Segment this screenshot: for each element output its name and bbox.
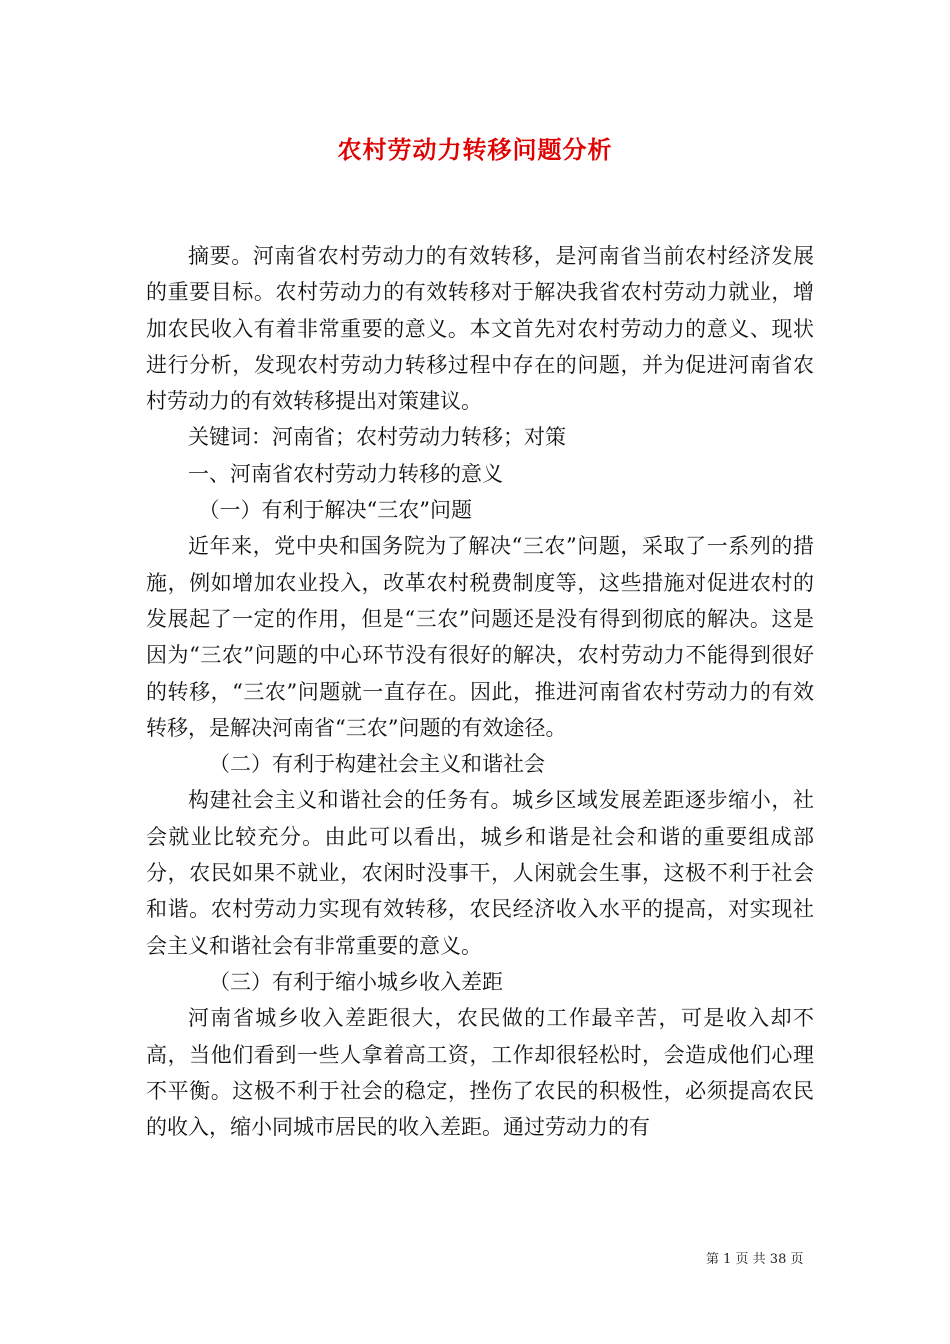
section-heading-1: 一、河南省农村劳动力转移的意义 [188,461,503,486]
document-title: 农村劳动力转移问题分析 [337,135,613,164]
keywords-line: 关键词：河南省；农村劳动力转移；对策 [188,425,566,450]
page-number-footer: 第 1 页 共 38 页 [706,1252,804,1267]
body-paragraph-1: 近年来，党中央和国务院为了解决“三农”问题，采取了一系列的措施，例如增加农业投入，改革农村税费制度等，这些措施对促进农村的发展起了一定的作用，但是“三农”问题还是没有得到彻底的解决。这是因为“三农”问题的中心环节没有很好的解决，农村劳动力不能得到很好的转移，“三农”问题就一直存在。因此，推进河南省农村劳动力的有效转移，是解决河南省“三农”问题的有效途径。 [146,534,814,740]
subsection-heading-2: （二）有利于构建社会主义和谐社会 [209,752,545,777]
document-body [146,238,814,1145]
body-paragraph-3: 河南省城乡收入差距很大，农民做的工作最辛苦，可是收入却不高，当他们看到一些人拿着高工资，工作却很轻松时，会造成他们心理不平衡。这极不利于社会的稳定，挫伤了农民的积极性，必须提高农民的收入，缩小同城市居民的收入差距。通过劳动力的有 [146,1006,814,1140]
subsection-heading-1: （一）有利于解决“三农”问题 [198,498,472,523]
body-paragraph-2: 构建社会主义和谐社会的任务有。城乡区域发展差距逐步缩小，社会就业比较充分。由此可以看出，城乡和谐是社会和谐的重要组成部分，农民如果不就业，农闲时没事干，人闲就会生事，这极不利于社会和谐。农村劳动力实现有效转移，农民经济收入水平的提高，对实现社会主义和谐社会有非常重要的意义。 [146,788,814,958]
subsection-heading-3: （三）有利于缩小城乡收入差距 [209,969,503,994]
abstract-paragraph: 摘要。河南省农村劳动力的有效转移，是河南省当前农村经济发展的重要目标。农村劳动力的有效转移对于解决我省农村劳动力就业，增加农民收入有着非常重要的意义。本文首先对农村劳动力的意义、现状进行分析，发现农村劳动力转移过程中存在的问题，并为促进河南省农村劳动力的有效转移提出对策建议。 [146,244,814,414]
